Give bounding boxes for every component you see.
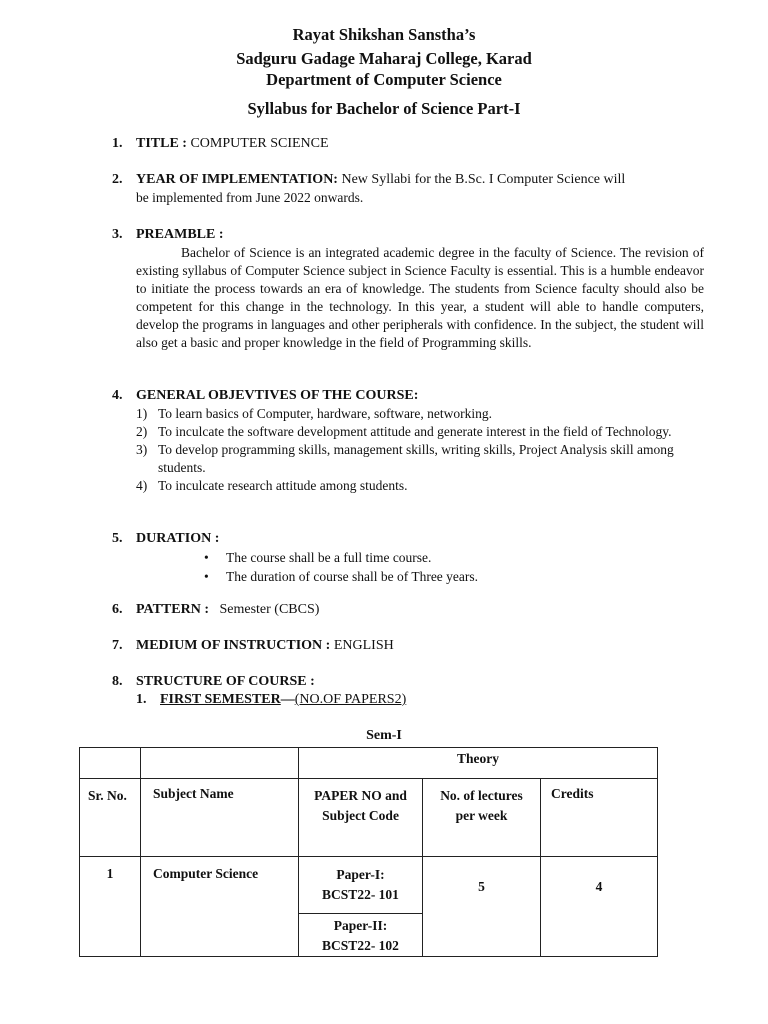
row-lectures: 5 (423, 857, 541, 957)
col-header-credits: Credits (541, 779, 658, 857)
item-text: To inculcate research attitude among students. (158, 478, 408, 493)
row-credits: 4 (541, 857, 658, 957)
section-pattern (112, 601, 319, 619)
section-number: 5. (112, 531, 123, 546)
col-header-paper: PAPER NO and Subject Code (299, 779, 423, 857)
syllabus-title: Syllabus for Bachelor of Science Part-I (247, 99, 521, 118)
section-preamble (112, 226, 224, 244)
subsection-value: (NO.OF PAPERS2) (294, 692, 407, 707)
item-text: To learn basics of Computer, hardware, software, networking. (158, 406, 493, 421)
section-label: STRUCTURE OF COURSE : (136, 674, 315, 689)
section-number: 8. (112, 674, 123, 689)
subsection-number: 1. (136, 692, 147, 707)
objectives-list (136, 405, 704, 495)
section-number: 1. (112, 136, 123, 151)
institution-name: Rayat Shikshan Sanstha’s (292, 25, 476, 44)
section-label: GENERAL OBJEVTIVES OF THE COURSE: (136, 388, 419, 403)
table-row (80, 857, 658, 914)
section-label: PATTERN : (136, 602, 209, 617)
table-cell (141, 748, 299, 779)
row-subject: Computer Science (141, 857, 299, 957)
semester-table (79, 747, 658, 957)
list-item (136, 477, 704, 495)
section-structure (112, 673, 315, 691)
section-number: 4. (112, 388, 123, 403)
department-name: Department of Computer Science (266, 70, 502, 89)
item-number: 1) (136, 406, 148, 421)
theory-header: Theory (299, 748, 658, 779)
section-title (112, 135, 329, 153)
item-text: The duration of course shall be of Three years. (226, 569, 479, 584)
section-value: COMPUTER SCIENCE (190, 136, 329, 151)
section-value: ENGLISH (333, 638, 394, 653)
subsection-label: FIRST SEMESTER (160, 692, 281, 707)
section-label: YEAR OF IMPLEMENTATION: (136, 172, 338, 187)
item-text: The course shall be a full time course. (226, 550, 432, 565)
section-number: 3. (112, 227, 123, 242)
section-objectives (112, 387, 418, 405)
col-header-subject: Subject Name (141, 779, 299, 857)
section-value: Semester (CBCS) (219, 602, 320, 617)
section-label: PREAMBLE : (136, 227, 224, 242)
table-row (80, 779, 658, 857)
preamble-text: Bachelor of Science is an integrated academic degree in the faculty of Science. The revision of existing syllabus of Computer Science subject in Science Faculty is essential. This is a humble endeavor to initiate the process towards an era of knowledge. The students from Science faculty should also be competent for this change in the technology. In this year, a student will able to handle computers, develop the programs in languages and other peripherals with confidence. In the subject, the student will also get a basic and proper knowledge in the field of Programming skills. (136, 245, 704, 350)
bullet-icon: • (204, 569, 209, 584)
col-header-lectures: No. of lectures per week (423, 779, 541, 857)
college-name: Sadguru Gadage Maharaj College, Karad (236, 49, 532, 68)
item-number: 4) (136, 478, 148, 493)
section-label: TITLE : (136, 136, 187, 151)
section-number: 2. (112, 172, 123, 187)
item-text: To develop programming skills, management skills, writing skills, Project Analysis skill among students. (158, 442, 674, 475)
col-header-sr: Sr. No. (80, 779, 141, 857)
bullet-icon: • (204, 550, 209, 565)
list-item (200, 567, 478, 586)
duration-list (200, 548, 478, 586)
list-item (200, 548, 478, 567)
section-label: MEDIUM OF INSTRUCTION : (136, 638, 331, 653)
semester-caption: Sem-I (366, 728, 402, 743)
section-number: 7. (112, 638, 123, 653)
item-number: 2) (136, 424, 148, 439)
section-year (112, 171, 625, 189)
first-semester-line (136, 691, 406, 709)
item-number: 3) (136, 442, 148, 457)
section-label: DURATION : (136, 531, 220, 546)
list-item (136, 405, 704, 423)
list-item (136, 423, 704, 441)
em-dash: — (280, 692, 295, 707)
section-value: New Syllabi for the B.Sc. I Computer Science will (341, 172, 626, 187)
list-item (136, 441, 704, 477)
section-duration (112, 530, 219, 548)
section-number: 6. (112, 602, 123, 617)
table-cell (80, 748, 141, 779)
row-paper-2: Paper-II: BCST22- 102 (299, 914, 423, 957)
item-text: To inculcate the software development attitude and generate interest in the field of Technology. (158, 424, 672, 439)
year-continuation: be implemented from June 2022 onwards. (136, 190, 364, 205)
table-row (80, 748, 658, 779)
section-medium (112, 637, 394, 655)
row-sr: 1 (80, 857, 141, 957)
row-paper-1: Paper-I: BCST22- 101 (299, 857, 423, 914)
